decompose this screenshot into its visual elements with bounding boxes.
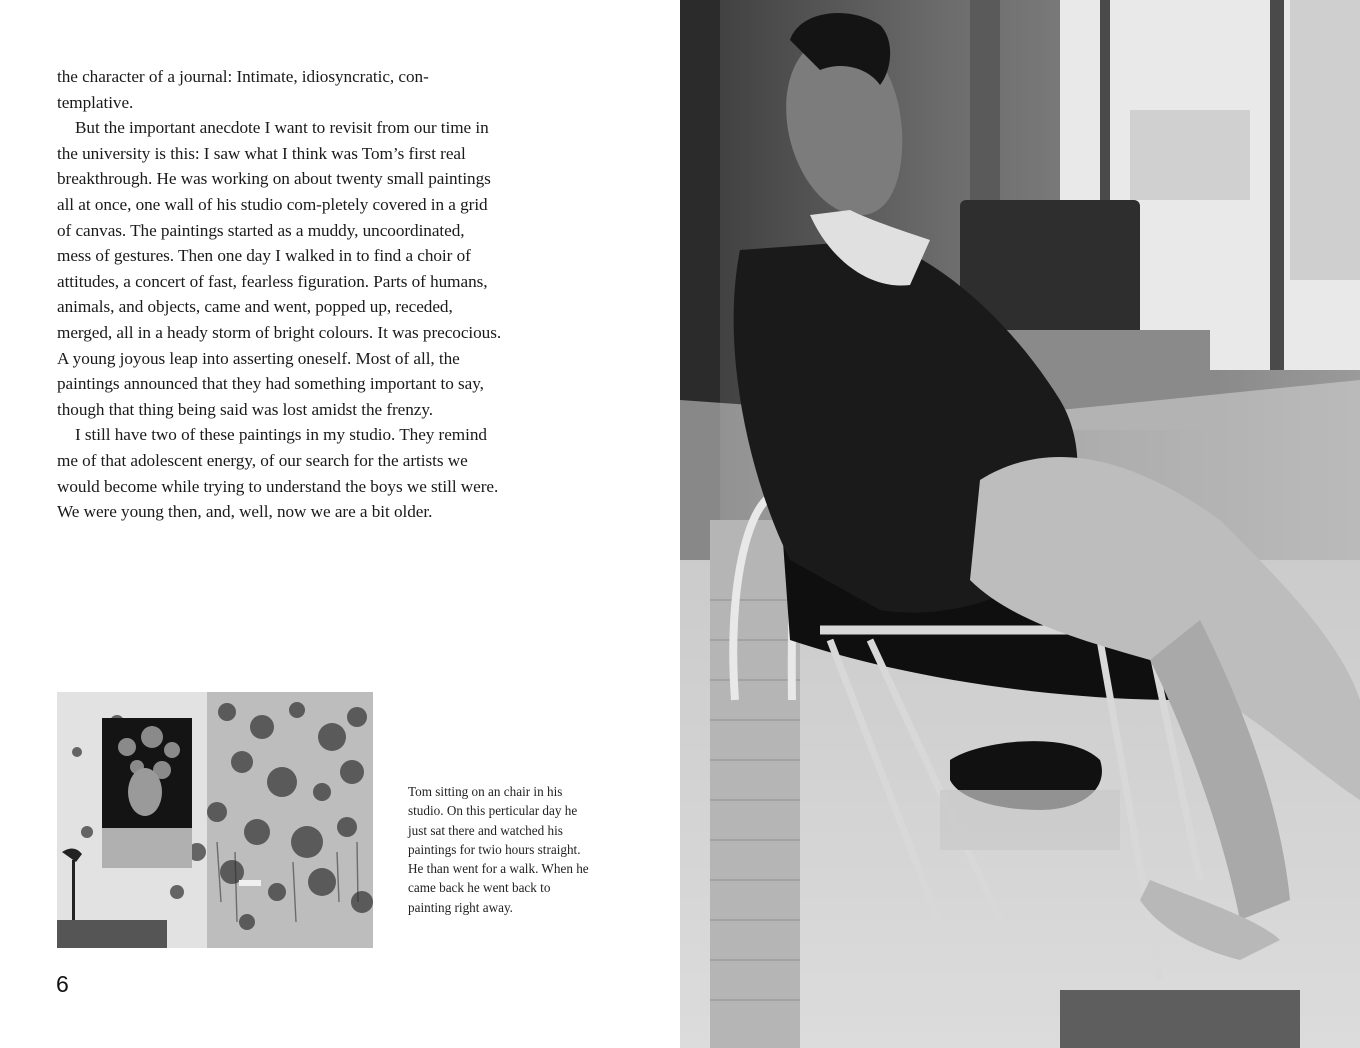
paragraph-3: I still have two of these paintings in my studio. They remind me of that adolescent energy, of our search for the artists we would become while trying to understand the boys we still were. We were young then, and, well, now we are a bit older. <box>57 425 499 522</box>
studio-wall-photo <box>57 692 373 948</box>
artist-seated-photo <box>680 0 1360 1048</box>
photo-caption: Tom sitting on an chair in his studio. On this perticular day he just sat there and watched his paintings for twio hours straight. He than went for a walk. When he came back he went back to painting right away. <box>408 784 589 915</box>
body-text <box>57 64 502 525</box>
paragraph-2: But the important anecdote I want to revisit from our time in the university is this: I saw what I think was Tom’s first real breakthrough. He was working on about twenty small paintings all at once, one wall of his studio com-pletely covered in a grid of canvas. The paintings started as a muddy, uncoordinated, mess of gestures. Then one day I walked in to find a choir of attitudes, a concert of fast, fearless figuration. Parts of humans, animals, and objects, came and went, popped up, receded, merged, all in a heady storm of bright colours. It was precocious. A young joyous leap into asserting oneself. Most of all, the paintings announced that they had something important to say, though that thing being said was lost amidst the frenzy. <box>57 118 502 419</box>
paragraph-1: the character of a journal: Intimate, idiosyncratic, con-templative. <box>57 67 429 112</box>
page-number: 6 <box>56 971 69 997</box>
